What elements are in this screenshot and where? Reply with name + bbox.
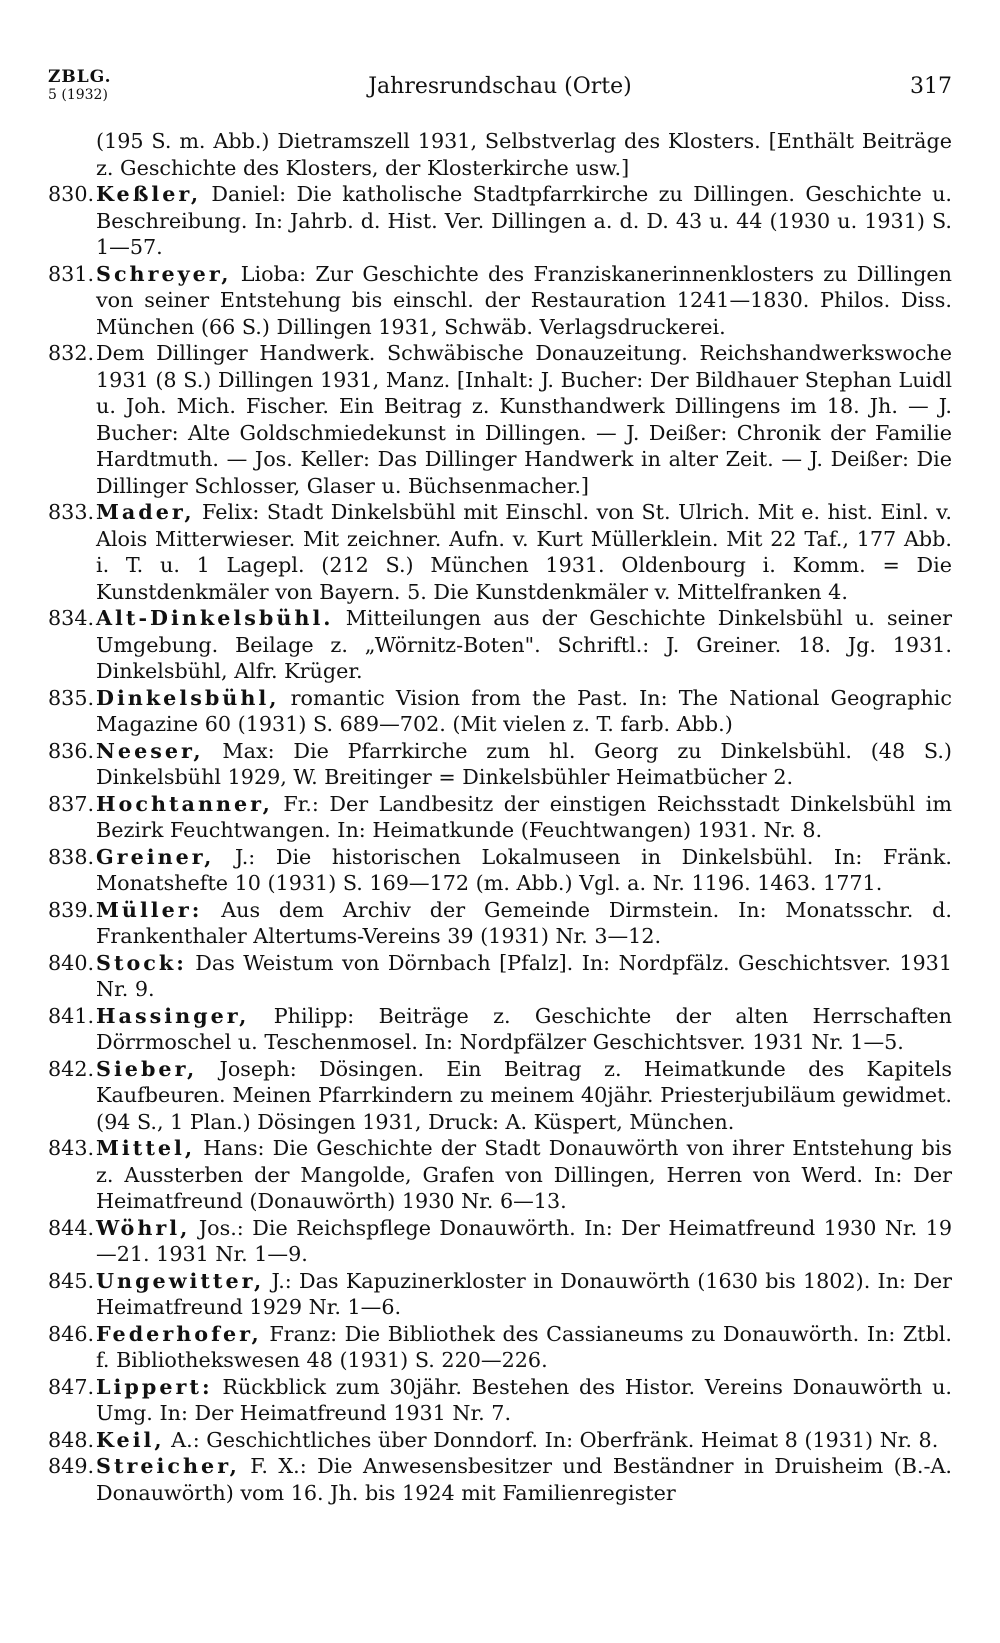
entry-number: 841.	[48, 1003, 95, 1028]
entry-number: 840.	[48, 950, 95, 975]
entries-container	[48, 181, 952, 1506]
entry-author: Wöhrl,	[96, 1215, 191, 1240]
entry-text: Franz: Die Bibliothek des Cassianeums zu Donauwörth. In: Ztbl. f. Bibliothekswesen 48 (1931) S. 220—226.	[96, 1321, 952, 1372]
entry-author: Keil,	[96, 1427, 165, 1452]
entry-author: Alt-Dinkelsbühl.	[96, 606, 334, 630]
entry-number: 849.	[48, 1454, 95, 1478]
continuation-text: (195 S. m. Abb.) Dietramszell 1931, Selbstverlag des Klosters. [Enthält Beiträge z. Geschichte des Klosters, der Klosterkirche usw.]	[96, 129, 952, 180]
entry-text: J.: Das Kapuzinerkloster in Donauwörth (1630 bis 1802). In: Der Heimatfreund 1929 Nr. 1—6.	[96, 1268, 952, 1319]
entry-number: 830.	[48, 182, 95, 206]
entry-text: F. X.: Die Anwesensbesitzer und Beständner in Druisheim (B.-A. Donauwörth) vom 16. Jh. bis 1924 mit Familienregister	[96, 1454, 952, 1505]
entry-text: Fr.: Der Landbesitz der einstigen Reichsstadt Dinkelsbühl im Bezirk Feuchtwangen. In: Heimatkunde (Feuchtwangen) 1931. Nr. 8.	[96, 791, 952, 842]
bibliography-entry	[48, 791, 952, 844]
entry-text: Mitteilungen aus der Geschichte Dinkelsbühl u. seiner Umgebung. Beilage z. „Wörnitz-Boten". Schriftl.: J. Greiner. 18. Jg. 1931. Dinkelsbühl, Alfr. Krüger.	[96, 606, 952, 683]
entry-number: 842.	[48, 1056, 95, 1081]
bibliography-entry	[48, 1374, 952, 1427]
entry-number: 838.	[48, 844, 95, 869]
page-header	[48, 68, 952, 112]
entry-text: Daniel: Die katholische Stadtpfarrkirche zu Dillingen. Geschichte u. Beschreibung. In: Jahrb. d. Hist. Ver. Dillingen a. d. D. 43 u. 44 (1930 u. 1931) S. 1—57.	[96, 182, 952, 259]
entry-author: Schreyer,	[96, 261, 232, 286]
entry-author: Mittel,	[96, 1136, 196, 1160]
bibliography-entry	[48, 1321, 952, 1374]
entry-text: Philipp: Beiträge z. Geschichte der alten Herrschaften Dörrmoschel u. Teschenmosel. In: Nordpfälzer Geschichtsver. 1931 Nr. 1—5.	[96, 1003, 952, 1054]
entry-number: 844.	[48, 1215, 95, 1240]
bibliography-entry	[48, 261, 952, 341]
entry-number: 833.	[48, 500, 95, 524]
entry-text: Jos.: Die Reichspflege Donauwörth. In: Der Heimatfreund 1930 Nr. 19—21. 1931 Nr. 1—9.	[96, 1215, 952, 1266]
entry-text: Das Weistum von Dörnbach [Pfalz]. In: Nordpfälz. Geschichtsver. 1931 Nr. 9.	[96, 950, 952, 1001]
page-number: 317	[910, 74, 952, 99]
entry-number: 837.	[48, 791, 95, 816]
entry-author: Greiner,	[96, 844, 215, 869]
bibliography-entry	[48, 738, 952, 791]
entry-author: Sieber,	[96, 1056, 198, 1081]
entry-text: J.: Die historischen Lokalmuseen in Dinkelsbühl. In: Fränk. Monatshefte 10 (1931) S. 169—172 (m. Abb.) Vgl. a. Nr. 1196. 1463. 1771.	[96, 844, 952, 895]
entry-number: 843.	[48, 1136, 95, 1160]
entry-author: Hochtanner,	[96, 791, 273, 816]
journal-abbrev: ZBLG.	[48, 67, 112, 87]
entry-author: Lippert:	[96, 1374, 213, 1399]
entry-author: Neeser,	[96, 738, 204, 763]
entry-author: Ungewitter,	[96, 1268, 265, 1293]
entry-text: A.: Geschichtliches über Donndorf. In: Oberfränk. Heimat 8 (1931) Nr. 8.	[164, 1427, 939, 1452]
entry-author: Keßler,	[96, 182, 202, 206]
bibliography-entry	[48, 605, 952, 685]
entry-number: 832.	[48, 341, 95, 365]
bibliography-entry	[48, 340, 952, 499]
entry-author: Mader,	[96, 500, 195, 524]
running-title: Jahresrundschau (Orte)	[368, 74, 632, 99]
entry-text: Aus dem Archiv der Gemeinde Dirmstein. In: Monatsschr. d. Frankenthaler Altertums-Vereins 39 (1931) Nr. 3—12.	[96, 897, 952, 948]
volume-label: 5 (1932)	[48, 87, 108, 103]
entry-author: Streicher,	[96, 1454, 240, 1478]
entry-text: Max: Die Pfarrkirche zum hl. Georg zu Dinkelsbühl. (48 S.) Dinkelsbühl 1929, W. Breitinger = Dinkelsbühler Heimatbücher 2.	[96, 738, 952, 789]
entry-number: 848.	[48, 1427, 95, 1452]
bibliography-entry	[48, 1135, 952, 1215]
bibliography-entry	[48, 1453, 952, 1506]
entry-author: Müller:	[96, 897, 203, 922]
bibliography-list	[48, 128, 952, 1506]
entry-author: Dinkelsbühl,	[96, 685, 280, 710]
entry-text: Hans: Die Geschichte der Stadt Donauwörth von ihrer Entstehung bis z. Aussterben der Mangolde, Grafen von Dillingen, Herren von Werd. In: Der Heimatfreund (Donauwörth) 1930 Nr. 6—13.	[96, 1136, 952, 1213]
entry-text: romantic Vision from the Past. In: The National Geographic Magazine 60 (1931) S. 689—702. (Mit vielen z. T. farb. Abb.)	[96, 685, 952, 736]
entry-number: 834.	[48, 606, 95, 630]
bibliography-entry	[48, 897, 952, 950]
bibliography-entry	[48, 1427, 952, 1454]
bibliography-entry	[48, 1215, 952, 1268]
entry-number: 839.	[48, 897, 95, 922]
entry-text: Felix: Stadt Dinkelsbühl mit Einschl. von St. Ulrich. Mit e. hist. Einl. v. Alois Mitterwieser. Mit zeichner. Aufn. v. Kurt Müllerklein. Mit 22 Taf., 177 Abb. i. T. u. 1 Lagepl. (212 S.) München 1931. Oldenbourg i. Komm. = Die Kunstdenkmäler von Bayern. 5. Die Kunstdenkmäler v. Mittelfranken 4.	[96, 500, 952, 604]
bibliography-entry	[48, 1056, 952, 1136]
entry-author: Stock:	[96, 950, 187, 975]
bibliography-entry	[48, 181, 952, 261]
entry-number: 831.	[48, 261, 95, 286]
entry-number: 846.	[48, 1321, 95, 1346]
entry-text: Lioba: Zur Geschichte des Franziskanerinnenklosters zu Dillingen von seiner Entstehung bis einschl. der Restauration 1241—1830. Philos. Diss. München (66 S.) Dillingen 1931, Schwäb. Verlagsdruckerei.	[96, 261, 952, 339]
bibliography-entry	[48, 950, 952, 1003]
bibliography-entry	[48, 1003, 952, 1056]
entry-number: 836.	[48, 738, 95, 763]
bibliography-entry	[48, 844, 952, 897]
entry-author: Hassinger,	[96, 1003, 250, 1028]
bibliography-entry	[48, 499, 952, 605]
entry-text: Joseph: Dösingen. Ein Beitrag z. Heimatkunde des Kapitels Kaufbeuren. Meinen Pfarrkindern zu meinem 40jähr. Priesterjubiläum gewidmet. (94 S., 1 Plan.) Dösingen 1931, Druck: A. Küspert, München.	[96, 1056, 952, 1134]
entry-author: Federhofer,	[96, 1321, 262, 1346]
entry-text: Dem Dillinger Handwerk. Schwäbische Donauzeitung. Reichshandwerkswoche 1931 (8 S.) Dillingen 1931, Manz. [Inhalt: J. Bucher: Der Bildhauer Stephan Luidl u. Joh. Mich. Fischer. Ein Beitrag z. Kunsthandwerk Dillingens im 18. Jh. — J. Bucher: Alte Goldschmiedekunst in Dillingen. — J. Deißer: Chronik der Familie Hardtmuth. — Jos. Keller: Das Dillinger Handwerk in alter Zeit. — J. Deißer: Die Dillinger Schlosser, Glaser u. Büchsenmacher.]	[96, 341, 952, 498]
bibliography-entry	[48, 685, 952, 738]
entry-text: Rückblick zum 30jähr. Bestehen des Histor. Vereins Donauwörth u. Umg. In: Der Heimatfreund 1931 Nr. 7.	[96, 1374, 952, 1425]
entry-number: 835.	[48, 685, 95, 710]
entry-number: 845.	[48, 1268, 95, 1293]
entry-number: 847.	[48, 1374, 95, 1399]
bibliography-entry	[48, 1268, 952, 1321]
